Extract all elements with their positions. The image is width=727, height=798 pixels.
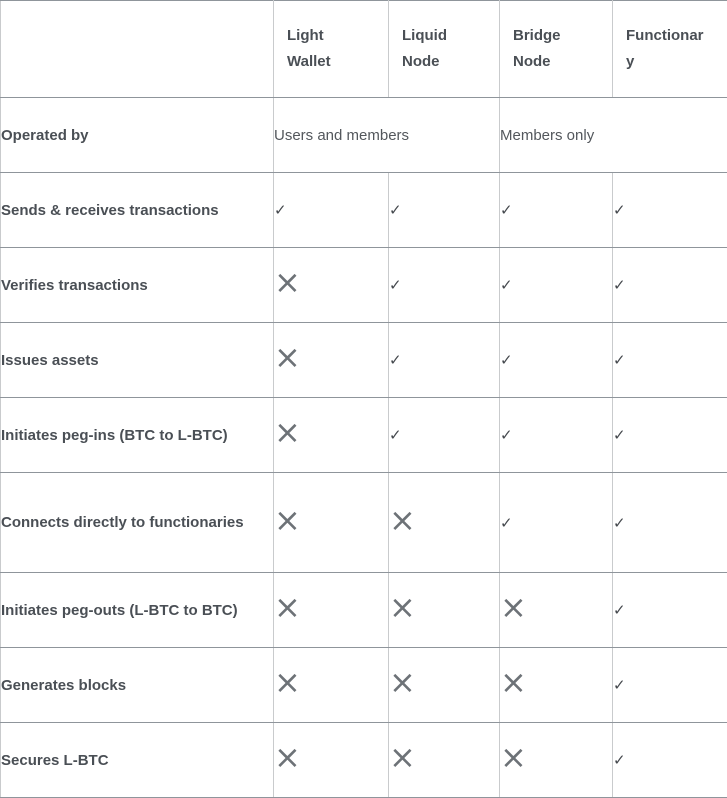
check-icon: ✓ [500,426,513,444]
table-row [1,323,727,398]
table-header-row [1,1,727,98]
cross-icon: × [274,500,301,539]
check-icon: ✓ [500,513,513,532]
row-label-sends-receives: Sends & receives transactions [1,173,274,248]
check-icon: ✓ [500,276,513,294]
cross-icon: × [389,500,416,539]
row-label-initiates-peg-outs: Initiates peg-outs (L-BTC to BTC) [1,573,274,648]
check-icon: ✓ [389,201,402,219]
check-icon: ✓ [613,201,626,219]
operated-by-users-and-members: Users and members [274,98,500,173]
column-header-light-wallet: Light Wallet [274,1,389,98]
row-label-connects-functionaries: Connects directly to functionaries [1,473,274,573]
table-row [1,248,727,323]
cross-icon: × [274,588,301,626]
cross-icon: × [274,338,301,376]
table-row [1,648,727,723]
check-icon: ✓ [613,676,626,694]
operated-by-members-only: Members only [500,98,727,173]
table-row [1,473,727,573]
table-row [1,173,727,248]
check-icon: ✓ [274,201,287,219]
cross-icon: × [274,263,301,301]
row-label-issues-assets: Issues assets [1,323,274,398]
row-label-initiates-peg-ins: Initiates peg-ins (BTC to L-BTC) [1,398,274,473]
check-icon: ✓ [389,276,402,294]
table-row [1,398,727,473]
check-icon: ✓ [500,351,513,369]
check-icon: ✓ [500,201,513,219]
cross-icon: × [500,663,527,701]
check-icon: ✓ [389,426,402,444]
table-row [1,723,727,798]
cross-icon: × [274,738,301,776]
cross-icon: × [274,663,301,701]
cross-icon: × [274,413,301,451]
check-icon: ✓ [613,513,626,532]
corner-cell [1,1,274,98]
cross-icon: × [389,588,416,626]
check-icon: ✓ [613,276,626,294]
cross-icon: × [500,738,527,776]
cross-icon: × [389,663,416,701]
operated-by-row [1,98,727,173]
cross-icon: × [500,588,527,626]
check-icon: ✓ [613,601,626,619]
check-icon: ✓ [613,426,626,444]
column-header-liquid-node: Liquid Node [389,1,500,98]
check-icon: ✓ [389,351,402,369]
row-label-operated-by: Operated by [1,98,274,173]
check-icon: ✓ [613,351,626,369]
column-header-functionary: Functionary [613,1,727,98]
row-label-secures-lbtc: Secures L-BTC [1,723,274,798]
cross-icon: × [389,738,416,776]
row-label-generates-blocks: Generates blocks [1,648,274,723]
check-icon: ✓ [613,751,626,769]
row-label-verifies-transactions: Verifies transactions [1,248,274,323]
table-row [1,573,727,648]
column-header-bridge-node: Bridge Node [500,1,613,98]
